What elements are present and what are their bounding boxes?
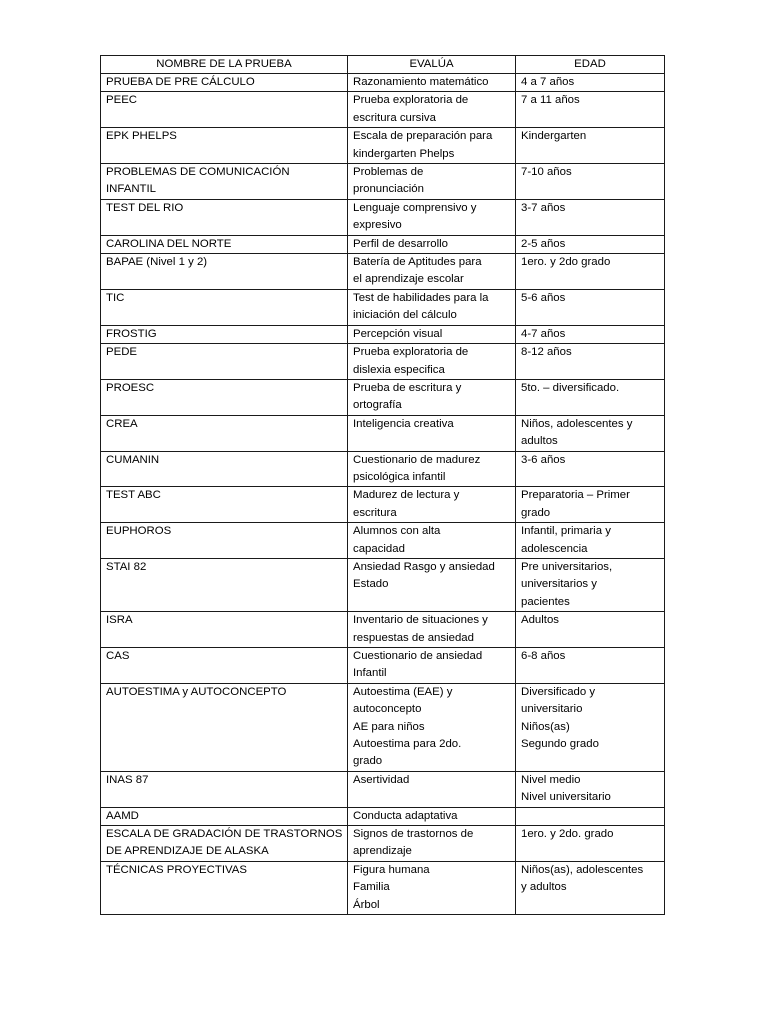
cell-text: Figura humana [353,863,430,876]
table-body [101,74,665,915]
cell-text: Cuestionario de ansiedad [353,650,483,662]
cell-text: INAS 87 [106,773,149,786]
cell-nombre [101,683,348,771]
cell-text: Segundo grado [521,738,599,751]
cell-text: pacientes [521,595,570,608]
cell-text: Conducta adaptativa [353,809,458,822]
cell-text: Familia [353,881,390,894]
cell-text: Infantil, primaria y [521,525,611,538]
cell-nombre [101,648,348,684]
cell-text: PEDE [106,346,138,359]
cell-text: AUTOESTIMA y AUTOCONCEPTO [106,685,287,698]
cell-evalua [348,74,516,92]
cell-edad [516,164,665,200]
cell-evalua [348,612,516,648]
cell-evalua [348,487,516,523]
cell-text: Pre universitarios, [521,560,613,573]
cell-text: Perfil de desarrollo [353,237,448,250]
cell-evalua [348,289,516,325]
table-row [101,861,665,914]
cell-nombre [101,344,348,380]
cell-text: Nivel universitario [521,791,611,804]
cell-edad [516,523,665,559]
cell-nombre [101,612,348,648]
cell-text: Problemas de [353,166,424,179]
cell-text: Inteligencia creativa [353,417,454,430]
cell-text: 8-12 años [521,346,572,359]
cell-text: CAROLINA DEL NORTE [106,237,232,250]
cell-nombre [101,254,348,290]
table-row [101,92,665,128]
table-row [101,558,665,611]
cell-evalua [348,235,516,253]
cell-nombre [101,523,348,559]
cell-evalua [348,415,516,451]
cell-text: Razonamiento matemático [353,76,489,88]
cell-evalua [348,344,516,380]
cell-text: Niños, adolescentes y [521,417,633,430]
cell-edad [516,487,665,523]
cell-evalua [348,379,516,415]
tests-table [100,55,665,915]
cell-text: Prueba exploratoria de [353,346,469,359]
cell-edad [516,612,665,648]
cell-text: Escala de preparación para [353,130,493,143]
cell-edad [516,289,665,325]
table-row [101,771,665,807]
cell-text: ESCALA DE GRADACIÓN DE TRASTORNOS [106,828,343,841]
cell-edad [516,128,665,164]
cell-nombre [101,415,348,451]
cell-nombre [101,771,348,807]
cell-text: Percepción visual [353,327,443,340]
cell-evalua [348,451,516,487]
cell-evalua [348,128,516,164]
table-row [101,344,665,380]
cell-text: dislexia especifica [353,363,445,376]
cell-text: ISRA [106,614,133,627]
cell-nombre [101,199,348,235]
cell-text: Signos de trastornos de [353,828,474,841]
cell-edad [516,235,665,253]
cell-text: expresivo [353,219,402,232]
cell-text: Madurez de lectura y [353,489,460,502]
cell-edad [516,254,665,290]
cell-edad [516,92,665,128]
cell-evalua [348,683,516,771]
cell-nombre [101,807,348,825]
cell-text: Autoestima (EAE) y [353,685,453,698]
cell-text: Infantil [353,667,387,680]
cell-nombre [101,861,348,914]
cell-text: TÉCNICAS PROYECTIVAS [106,863,247,876]
cell-nombre [101,235,348,253]
cell-edad [516,648,665,684]
cell-nombre [101,164,348,200]
cell-nombre [101,558,348,611]
cell-edad [516,807,665,825]
cell-evalua [348,807,516,825]
cell-text: grado [521,506,551,519]
cell-edad [516,379,665,415]
cell-edad [516,344,665,380]
cell-text: Nivel medio [521,773,581,786]
table-row [101,807,665,825]
table-row [101,235,665,253]
cell-text: autoconcepto [353,703,422,716]
cell-text: AE para niños [353,720,425,733]
cell-edad [516,771,665,807]
cell-text: BAPAE (Nivel 1 y 2) [106,256,208,269]
cell-edad [516,451,665,487]
cell-text: PRUEBA DE PRE CÁLCULO [106,76,255,88]
cell-text: Batería de Aptitudes para [353,256,482,269]
cell-text: Inventario de situaciones y [353,614,488,627]
cell-nombre [101,451,348,487]
cell-text: EUPHOROS [106,525,172,538]
cell-text: y adultos [521,881,567,894]
cell-text: ortografía [353,399,402,412]
cell-text: Alumnos con alta [353,525,441,538]
cell-text: pronunciación [353,183,424,196]
cell-text: el aprendizaje escolar [353,273,464,286]
cell-text: 3-6 años [521,453,566,466]
cell-nombre [101,379,348,415]
cell-evalua [348,861,516,914]
cell-text: kindergarten Phelps [353,147,455,160]
cell-text: 5-6 años [521,291,566,304]
header-edad: EDAD [516,56,665,74]
cell-text: adultos [521,435,558,448]
table-row [101,523,665,559]
cell-edad [516,415,665,451]
cell-text: 4 a 7 años [521,76,575,88]
cell-text: INFANTIL [106,183,157,196]
table-row [101,289,665,325]
table-row [101,451,665,487]
cell-text: Preparatoria – Primer [521,489,630,502]
cell-text: Adultos [521,614,559,627]
cell-text: capacidad [353,542,405,555]
cell-text: Cuestionario de madurez [353,453,481,466]
cell-evalua [348,92,516,128]
cell-text: DE APRENDIZAJE DE ALASKA [106,845,269,858]
cell-evalua [348,254,516,290]
table-row [101,128,665,164]
cell-text: Kindergarten [521,130,587,143]
table-row [101,199,665,235]
table-row [101,648,665,684]
table-row [101,254,665,290]
cell-text: Prueba exploratoria de [353,94,469,107]
cell-edad [516,199,665,235]
cell-evalua [348,199,516,235]
cell-edad [516,74,665,92]
cell-text: EPK PHELPS [106,130,177,143]
cell-nombre [101,325,348,343]
table-row [101,74,665,92]
cell-text: STAI 82 [106,560,147,573]
cell-text: Niños(as), adolescentes [521,863,644,876]
cell-text: Test de habilidades para la [353,291,489,304]
cell-text: CREA [106,417,138,430]
cell-edad [516,325,665,343]
cell-text: universitario [521,703,583,716]
cell-text: Autoestima para 2do. [353,738,462,751]
cell-text: Prueba de escritura y [353,381,462,394]
cell-text: 5to. – diversificado. [521,381,620,394]
cell-nombre [101,289,348,325]
cell-text: aprendizaje [353,845,412,858]
cell-text: 1ero. y 2do. grado [521,828,614,841]
table-row [101,487,665,523]
table-row [101,415,665,451]
table-row [101,164,665,200]
cell-evalua [348,325,516,343]
cell-nombre [101,826,348,862]
cell-evalua [348,164,516,200]
cell-text: universitarios y [521,578,597,591]
cell-text: Árbol [353,898,380,911]
cell-text: TEST DEL RIO [106,201,184,214]
cell-nombre [101,92,348,128]
cell-text: adolescencia [521,542,588,555]
cell-text: TEST ABC [106,489,161,502]
cell-text: CAS [106,650,130,662]
cell-text: AAMD [106,809,139,822]
cell-text: grado [353,755,383,768]
cell-text: FROSTIG [106,327,157,340]
cell-text: Estado [353,578,389,591]
cell-nombre [101,487,348,523]
header-nombre: NOMBRE DE LA PRUEBA [101,56,348,74]
cell-text: CUMANIN [106,453,160,466]
cell-evalua [348,826,516,862]
cell-text: TIC [106,291,125,304]
cell-text: PROESC [106,381,155,394]
cell-text: 3-7 años [521,201,566,214]
cell-nombre [101,128,348,164]
cell-text: Niños(as) [521,720,570,733]
cell-edad [516,861,665,914]
cell-text: PROBLEMAS DE COMUNICACIÓN [106,166,290,179]
cell-text: escritura [353,506,397,519]
cell-text: 7-10 años [521,166,572,179]
cell-text: escritura cursiva [353,111,436,124]
header-evalua: EVALÚA [348,56,516,74]
cell-text: respuestas de ansiedad [353,631,474,644]
cell-text: Lenguaje comprensivo y [353,201,477,214]
cell-evalua [348,558,516,611]
cell-text: Asertividad [353,773,410,786]
cell-text: 2-5 años [521,237,566,250]
cell-evalua [348,523,516,559]
cell-nombre [101,74,348,92]
cell-edad [516,826,665,862]
cell-evalua [348,771,516,807]
cell-text: 6-8 años [521,650,566,662]
table-row [101,612,665,648]
cell-edad [516,558,665,611]
cell-text: 1ero. y 2do grado [521,256,611,269]
table-row [101,325,665,343]
table-row [101,379,665,415]
cell-text: Ansiedad Rasgo y ansiedad [353,560,495,573]
cell-text: iniciación del cálculo [353,309,457,322]
table-row [101,683,665,771]
cell-text: 7 a 11 años [521,94,580,107]
cell-text: psicológica infantil [353,470,446,483]
cell-evalua [348,648,516,684]
table-header-row [101,56,665,74]
cell-text: Diversificado y [521,685,596,698]
cell-text: PEEC [106,94,138,107]
table-row [101,826,665,862]
cell-edad [516,683,665,771]
cell-text: 4-7 años [521,327,566,340]
